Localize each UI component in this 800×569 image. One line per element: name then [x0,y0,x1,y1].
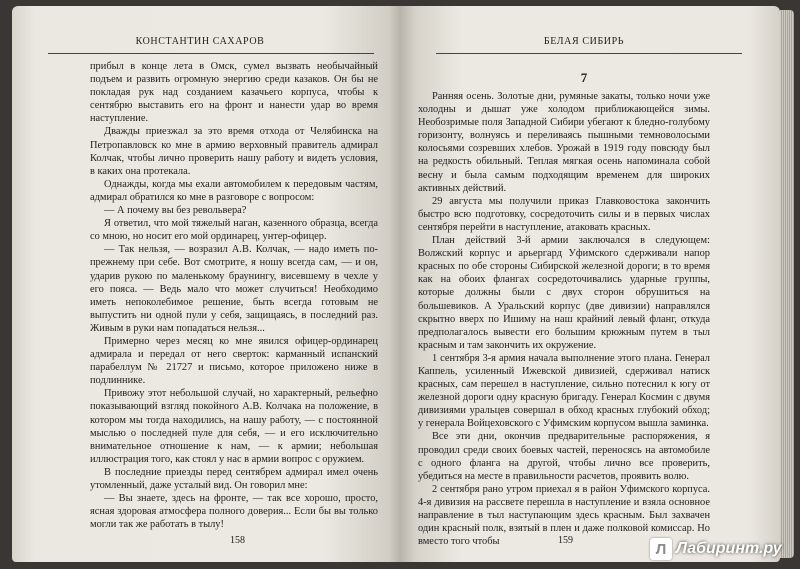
paragraph: Привожу этот небольшой случай, но характерный, рельефно показывающий взгляд покойного А.В. Колчака на положение, в котором мы тогда находились, на нашу работу, — с постоянной мыслью о последней пуле для себя, — и его исключительно внимательное отношение к нам, — к армии; небольшая иллюстрация того, как стоял у нас в армии вопрос с оружием. [90,388,378,465]
paragraph: Однажды, когда мы ехали автомобилем к передовым частям, адмирал обратился ко мне в разговоре с вопросом: [90,178,378,203]
right-header-rule [436,53,742,54]
paragraph: Все эти дни, окончив предварительные распоряжения, я проводил среди своих боевых частей, переносясь на автомобиле с одного фланга на другой, чтобы лично все проверить, убедиться на месте в правильности расчетов, проявить волю. [418,431,710,482]
left-page-number: 158 [230,535,245,546]
paragraph: Примерно через месяц ко мне явился офицер-ординарец адмирала и передал от него сверток: карманный испанский парабеллум № 21727 и письмо, которое приложено ниже в подлиннике. [90,335,378,387]
right-page-body [418,90,710,548]
page-edges [780,10,794,558]
paragraph: 29 августа мы получили приказ Главковостока закончить быстро всю подготовку, сосредоточить силы и в первых числах сентября перейти в наступление, атаковать красных. [418,195,710,233]
paragraph: прибыл в конце лета в Омск, сумел вызвать необычайный подъем и развить огромную энергию среди казаков. Он бы не покладая рук над созданием казачьего корпуса, чтобы к сентябрю выставить его на фронт и нанести удар во время наступление. [90,61,378,125]
watermark [650,536,790,562]
paragraph: — Вы знаете, здесь на фронте, — так все хорошо, просто, ясная здоровая атмосфера полного доверия... Если бы вы только могли так же работать в тылу! [90,493,378,531]
paragraph: План действий 3-й армии заключался в следующем: Волжский корпус и арьергард Уфимского сдерживали напор красных по обе стороны Сибирской железной дороги; в то время как на обоих флангах сосредоточивались ударные группы, которые должны были с двух сторон обрушиться на большевиков. А Уральский корпус (две дивизии) направлялся скрытно вверх по Ишиму на наш крайний левый фланг, откуда предполагалось вывести его большим крюжным путем в тыл красным и там закончить их окружение. [418,235,710,351]
paragraph: В последние приезды перед сентябрем адмирал имел очень утомленный, даже усталый вид. Он говорил мне: [90,466,378,491]
paragraph: 1 сентября 3-я армия начала выполнение этого плана. Генерал Каппель, усиленный Ижевской дивизией, сдерживал натиск красных, сам перешел в наступление, сильно потеснил к югу от железной дороги одну красную бригаду. Генерал Космин с двумя дивизиями уральцев совершал в обход красных глубокий обход; у генерала Войцеховского с Уфимским корпусом вышла заминка. [418,352,710,430]
paragraph: Дважды приезжал за это время отхода от Челябинска на Петропавловск ко мне в армию верховный правитель адмирал Колчак, чтобы лично проверить нашу работу и видеть условия, в каких она протекала. [90,126,378,177]
watermark-logo-icon: Л [650,538,672,560]
watermark-text: Лабиринт.ру [676,540,782,557]
right-page-header: БЕЛАЯ СИБИРЬ [543,36,625,47]
paragraph: 2 сентября рано утром приехал я в район Уфимского корпуса. 4-я дивизия на рассвете перешла в наступление и взяла основное направление в тыл наступающим здесь красным. Был захвачен один красный полк, взятый в плен и даже полковой комиссар. Но вместо того чтобы [418,483,710,548]
paragraph: — А почему вы без револьвера? [104,205,247,217]
left-header-rule [48,53,374,54]
chapter-number: 7 [580,70,588,85]
paragraph: — Так нельзя, — возразил А.В. Колчак, — надо иметь по-прежнему при себе. Вот смотрите, я ношу всегда сам, — и он, ударив рукою по маленькому браунингу, висевшему в чехле у его пояса. — Ведь мало что может случиться! Необходимо иметь непоколебимое решение, быть всегда готовым не выпустить ни одной пули у себя, защищаясь, в последний раз. Живым в руки нам попадаться нельзя... [90,244,378,334]
left-page-body [90,60,378,531]
left-page-header: КОНСТАНТИН САХАРОВ [135,36,265,47]
paragraph: Я ответил, что мой тяжелый наган, казенного образца, всегда со мною, но носит его мой ординарец, унтер-офицер. [90,218,378,243]
right-page [400,6,780,562]
right-page-number: 159 [558,535,573,546]
paragraph: Ранняя осень. Золотые дни, румяные закаты, только ночи уже холодны и дышат уже холодом приближающейся зимы. Необозримые поля Западной Сибири убегают к бледно-голубому горизонту, волнуясь и переливаясь пышными темноволосыми колосьями созревших хлебов. Урожай в 1919 году повсюду был на редкость обильный. Теплая мягкая осень напоминала собой весну и была самым подходящим временем для широких активных действий. [418,91,710,194]
left-page [12,6,400,562]
